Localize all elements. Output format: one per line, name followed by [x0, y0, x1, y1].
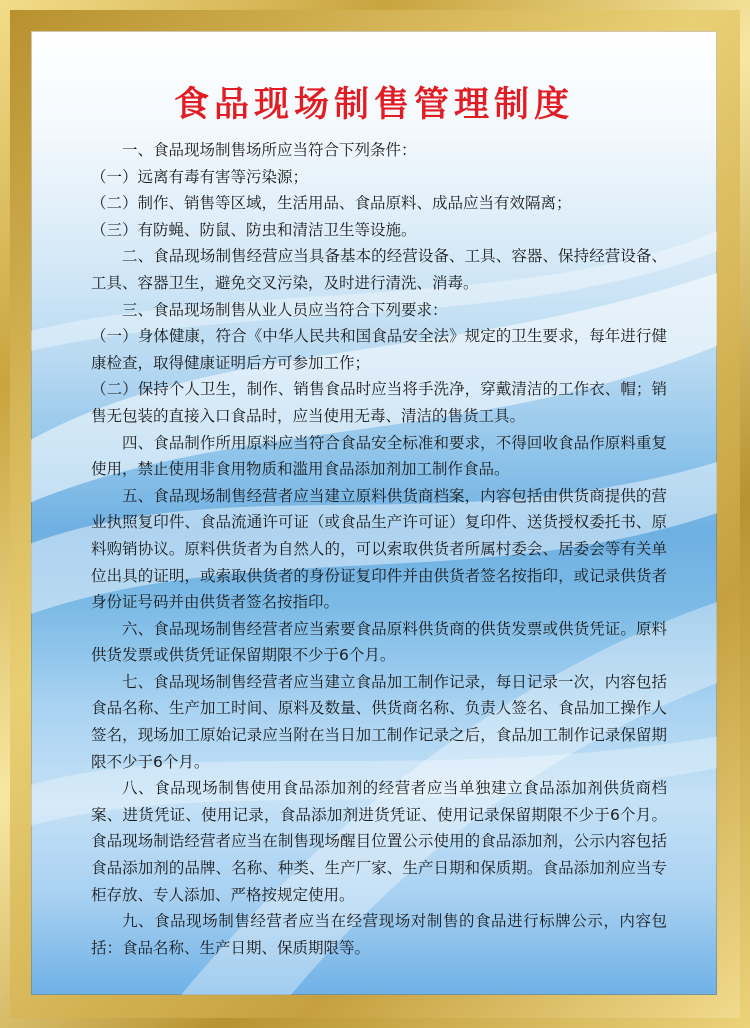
regulation-paragraph: （一）身体健康，符合《中华人民共和国食品安全法》规定的卫生要求，每年进行健康检查，取得健康证明后方可参加工作； — [91, 327, 667, 372]
regulation-paragraph: 五、食品现场制售经营者应当建立原料供货商档案，内容包括由供货商提供的营业执照复印件、食品流通许可证（或食品生产许可证）复印件、送货授权委托书、原料购销协议。原料供货者为自然人的，可以索取供货者所属村委会、居委会等有关单位出具的证明，或索取供货者的身份证复印件并由供货者签名按指印，或记录供货者身份证号码并由供货者签名按指印。 — [91, 486, 667, 612]
regulation-paragraph: （一）远离有毒有害等污染源； — [91, 167, 309, 186]
regulation-paragraph: 八、食品现场制售使用食品添加剂的经营者应当单独建立食品添加剂供货商档案、进货凭证、使用记录，食品添加剂进货凭证、使用记录保留期限不少于6个月。食品现场制诰经营者应当在制售现场醒目位置公示使用的食品添加剂，公示内容包括食品添加剂的品牌、名称、种类、生产厂家、生产日期和保质期。食品添加剂应当专柜存放、专人添加、严格按规定使用。 — [91, 779, 667, 904]
regulation-paragraph: （三）有防蝇、防鼠、防虫和清洁卫生等设施。 — [91, 220, 417, 239]
regulation-paragraph: 一、食品现场制售场所应当符合下列条件： — [122, 141, 417, 159]
regulation-paragraph: 三、食品现场制售从业人员应当符合下列要求： — [122, 300, 448, 319]
regulation-paragraph: 二、食品现场制售经营应当具备基本的经营设备、工具、容器、保持经营设备、工具、容器卫生，避免交叉污染，及时进行清洗、消毒。 — [91, 247, 667, 292]
page-title: 食品现场制售管理制度 — [173, 85, 574, 125]
regulation-paragraph: 六、食品现场制售经营者应当索要食品原料供货商的供货发票或供货凭证。原料供货发票或供货凭证保留期限不少于6个月。 — [91, 619, 667, 665]
regulation-paragraph: （二）保持个人卫生，制作、销售食品时应当将手洗净，穿戴清洁的工作衣、帽；销售无包装的直接入口食品时，应当使用无毒、清洁的售货工具。 — [91, 380, 667, 425]
regulation-body — [91, 137, 667, 961]
regulation-paragraph: （二）制作、销售等区域，生活用品、食品原料、成品应当有效隔离； — [91, 194, 572, 213]
regulation-paragraph: 四、食品制作所用原料应当符合食品安全标准和要求，不得回收食品作原料重复使用，禁止使用非食用物质和滥用食品添加剂加工制作食品。 — [91, 433, 667, 479]
notice-board — [31, 31, 717, 995]
regulation-paragraph: 七、食品现场制售经营者应当建立食品加工制作记录，每日记录一次，内容包括食品名称、生产加工时间、原料及数量、供货商名称、负责人签名、食品加工操作人签名，现场加工原始记录应当附在当日加工制作记录之后，食品加工制作记录保留期限不少于6个月。 — [91, 672, 667, 771]
regulation-paragraph: 九、食品现场制售经营者应当在经营现场对制售的食品进行标牌公示，内容包括：食品名称、生产日期、保质期限等。 — [91, 912, 667, 957]
